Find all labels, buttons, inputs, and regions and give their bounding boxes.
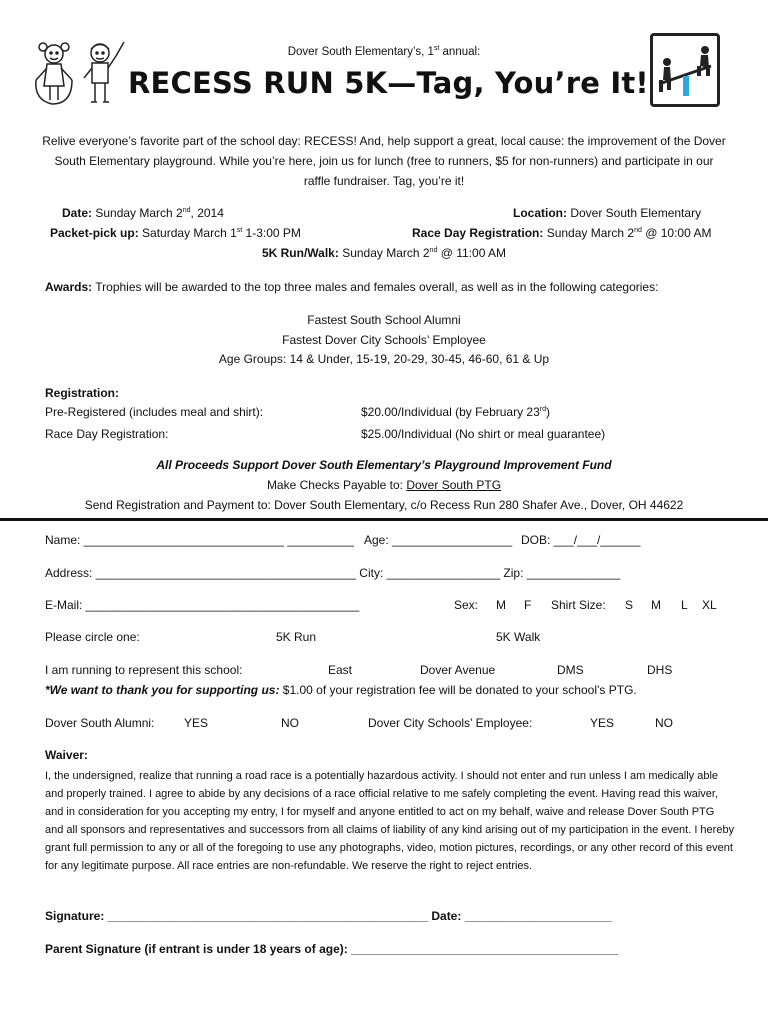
registration-heading: Registration: <box>45 386 120 400</box>
award-category: Age Groups: 14 & Under, 15-19, 20-29, 30-45, 46-60, 61 & Up <box>218 352 550 366</box>
age-field[interactable]: Age: __________________ <box>364 533 513 547</box>
event-date: Date: Sunday March 2nd, 2014 <box>62 206 224 220</box>
signature-field[interactable]: Signature: ________________________________________________ Date: ______________________ <box>45 909 612 923</box>
shirt-size-option[interactable]: XL <box>702 598 717 612</box>
shirt-size-option[interactable]: L <box>681 598 688 612</box>
employee-no-option[interactable]: NO <box>655 716 673 730</box>
award-category: Fastest Dover City Schools’ Employee <box>282 333 486 347</box>
sex-option-m[interactable]: M <box>496 598 506 612</box>
ptg-donation-note: *We want to thank you for supporting us: $1.00 of your registration fee will be donated to your school’s PTG. <box>45 683 637 697</box>
alumni-label: Dover South Alumni: <box>45 716 155 730</box>
event-title: RECESS RUN 5K—Tag, You’re It! <box>128 66 649 100</box>
dob-field[interactable]: DOB: ___/___/______ <box>521 533 641 547</box>
school-option[interactable]: DHS <box>647 663 673 677</box>
intro-paragraph: Relive everyone’s favorite part of the school day: RECESS! And, help support a great, local cause: the improvement of the Dover South Elementary playground. While you’re here, join us for lunch (free to runners, $5 for non-runners) and participate in our raffle fundraiser. Tag, you’re it! <box>42 134 726 188</box>
alumni-no-option[interactable]: NO <box>281 716 299 730</box>
pre-registered-price: $20.00/Individual (by February 23rd) <box>361 405 551 419</box>
awards-line: Awards: Trophies will be awarded to the top three males and females overall, as well as in the following categories: <box>45 280 659 294</box>
address-field[interactable]: Address: _______________________________________ City: _________________ Zip: ______________ <box>45 566 621 580</box>
packet-pickup: Packet-pick up: Saturday March 1st 1-3:00 PM <box>50 226 301 240</box>
school-option[interactable]: Dover Avenue <box>420 663 496 677</box>
school-option[interactable]: East <box>328 663 353 677</box>
employee-yes-option[interactable]: YES <box>590 716 615 730</box>
employee-label: Dover City Schools’ Employee: <box>368 716 533 730</box>
section-divider <box>0 518 768 521</box>
circle-one-label: Please circle one: <box>45 630 140 644</box>
name-field[interactable]: Name: ______________________________ __________ <box>45 533 354 547</box>
shirt-size-option[interactable]: M <box>651 598 661 612</box>
award-category: Fastest South School Alumni <box>307 313 461 327</box>
sex-option-f[interactable]: F <box>524 598 532 612</box>
sex-label: Sex: <box>454 598 479 612</box>
run-option[interactable]: 5K Run <box>276 630 317 644</box>
run-walk-time: 5K Run/Walk: Sunday March 2nd @ 11:00 AM <box>261 246 507 260</box>
school-option[interactable]: DMS <box>557 663 584 677</box>
event-subtitle: Dover South Elementary’s, 1st annual: <box>287 45 481 58</box>
email-field[interactable]: E-Mail: _________________________________________ <box>45 598 360 612</box>
walk-option[interactable]: 5K Walk <box>496 630 541 644</box>
checks-payable: Make Checks Payable to: Dover South PTG <box>266 478 502 492</box>
shirt-size-label: Shirt Size: <box>551 598 606 612</box>
alumni-yes-option[interactable]: YES <box>184 716 209 730</box>
race-day-price: $25.00/Individual (No shirt or meal guarantee) <box>361 427 606 441</box>
parent-signature-field[interactable]: Parent Signature (if entrant is under 18 years of age): ________________________________________ <box>45 942 619 956</box>
school-label: I am running to represent this school: <box>45 663 243 677</box>
event-location: Location: Dover South Elementary <box>513 206 702 220</box>
race-day-registration: Race Day Registration: Sunday March 2nd @ 10:00 AM <box>412 226 712 240</box>
waiver-text: I, the undersigned, realize that running a road race is a potentially hazardous activity. I should not enter and run unless I am medically able and properly trained. I agree to abide by any decisions of a race official relative to me safely completing the event. Having read this waiver, and in consideration for you accepting my entry, I for myself and anyone entitled to act on my behalf, waive and release Dover South PTG and all sponsors and representatives and successors from all claims of liability of any kind arising out of my participation in the event. I hereby grant full permission to any or all of the foregoing to use any photographs, video, motion pictures, recordings, or any other record of this event for any legitimate purpose. All race entries are non-refundable. We reserve the right to reject entries. <box>45 770 735 872</box>
send-address: Send Registration and Payment to: Dover South Elementary, c/o Recess Run 280 Shafer Ave., Dover, OH 44622 <box>84 498 684 512</box>
proceeds-fund: All Proceeds Support Dover South Elementary’s Playground Improvement Fund <box>156 458 612 472</box>
shirt-size-option[interactable]: S <box>625 598 634 612</box>
logo-frame <box>650 33 720 107</box>
waiver-heading: Waiver: <box>45 748 88 762</box>
pre-registered-label: Pre-Registered (includes meal and shirt): <box>45 405 264 419</box>
race-day-label: Race Day Registration: <box>45 427 169 441</box>
